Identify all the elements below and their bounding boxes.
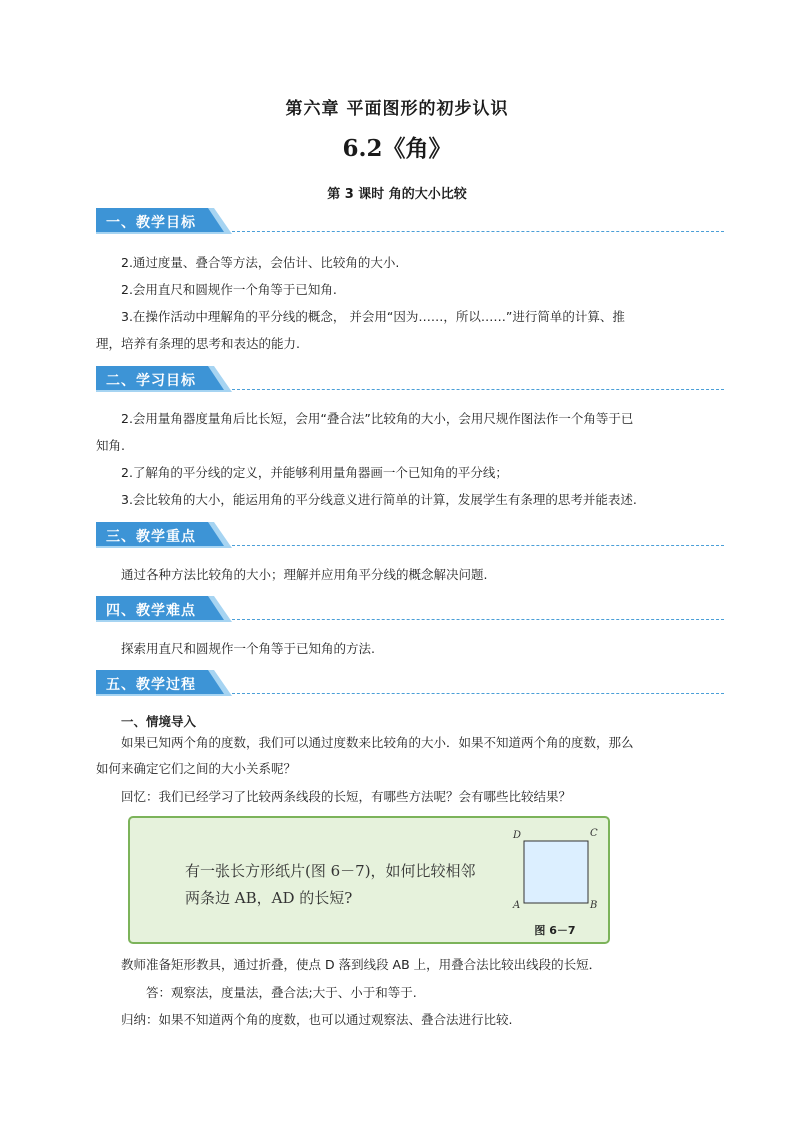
teacher-line: 教师准备矩形教具，通过折叠，使点 D 落到线段 AB 上，用叠合法比较出线段的长短． [121, 957, 602, 972]
key-point-text: 通过各种方法比较角的大小；理解并应用角平分线的概念解决问题. [121, 567, 488, 582]
teaching-goal-1: 2.通过度量、叠合等方法，会估计、比较角的大小. [121, 255, 400, 270]
section-label: 五、教学过程 [106, 677, 196, 693]
recall-label: 回忆： [121, 789, 159, 804]
section-divider [232, 389, 724, 390]
section-label: 四、教学难点 [106, 603, 196, 619]
point-c-label: C [590, 828, 598, 839]
section-header-learning-goals [96, 366, 724, 396]
example-line-1: 有一张长方形纸片(图 6－7)，如何比较相邻 [185, 862, 476, 880]
section-divider [232, 231, 724, 232]
section-header-difficulty [96, 596, 724, 626]
lesson-subtitle: 第 3 课时 角的大小比较 [327, 187, 467, 202]
section-label: 一、教学目标 [106, 215, 196, 231]
point-b-label: B [590, 900, 598, 911]
intro-line-2: 如何来确定它们之间的大小关系呢？ [96, 761, 297, 776]
rectangle-icon [510, 824, 600, 920]
section-header-key-points [96, 522, 724, 552]
section-divider [232, 619, 724, 620]
section-header-process [96, 670, 724, 700]
section-tab [96, 366, 232, 392]
process-heading: 一、情境导入 [121, 714, 197, 729]
learning-goal-1-cont: 知角. [96, 438, 125, 453]
example-box [128, 816, 610, 944]
example-line-2: 两条边 AB，AD 的长短? [185, 889, 353, 907]
section-tab [96, 670, 232, 696]
teaching-goal-2: 2.会用直尺和圆规作一个角等于已知角. [121, 282, 337, 297]
chapter-title: 第六章 平面图形的初步认识 [285, 99, 509, 119]
lesson-title: 6.2《角》 [342, 135, 452, 162]
example-text [185, 858, 476, 912]
answer-line: 答：观察法，度量法，叠合法;大于、小于和等于. [146, 985, 417, 1000]
intro-line-1: 如果已知两个角的度数，我们可以通过度数来比较角的大小．如果不知道两个角的度数，那么 [121, 735, 634, 750]
recall-line [121, 787, 571, 807]
learning-goal-3: 3.会比较角的大小，能运用角的平分线意义进行简单的计算，发展学生有条理的思考并能表述. [121, 492, 637, 507]
rectangle-figure [510, 824, 600, 936]
section-header-teaching-goals [96, 208, 724, 238]
section-divider [232, 545, 724, 546]
section-tab [96, 522, 232, 548]
section-tab [96, 596, 232, 622]
recall-text: 我们已经学习了比较两条线段的长短，有哪些方法呢？会有哪些比较结果？ [158, 789, 572, 804]
figure-caption: 图 6－7 [534, 924, 576, 937]
section-label: 二、学习目标 [106, 373, 196, 389]
learning-goal-2: 2.了解角的平分线的定义，并能够利用量角器画一个已知角的平分线； [121, 465, 508, 480]
section-tab [96, 208, 232, 234]
learning-goal-1: 2.会用量角器度量角后比长短，会用“叠合法”比较角的大小，会用尺规作图法作一个角等于已 [121, 411, 634, 426]
point-d-label: D [513, 830, 522, 841]
point-a-label: A [513, 900, 521, 911]
difficulty-text: 探索用直尺和圆规作一个角等于已知角的方法. [121, 641, 375, 656]
section-divider [232, 693, 724, 694]
summary-line: 归纳：如果不知道两个角的度数，也可以通过观察法、叠合法进行比较. [121, 1012, 513, 1027]
teaching-goal-3: 3.在操作活动中理解角的平分线的概念， 并会用“因为……，所以……”进行简单的计算、推 [121, 309, 625, 324]
section-label: 三、教学重点 [106, 529, 196, 545]
teaching-goal-3-cont: 理，培养有条理的思考和表达的能力. [96, 336, 300, 351]
